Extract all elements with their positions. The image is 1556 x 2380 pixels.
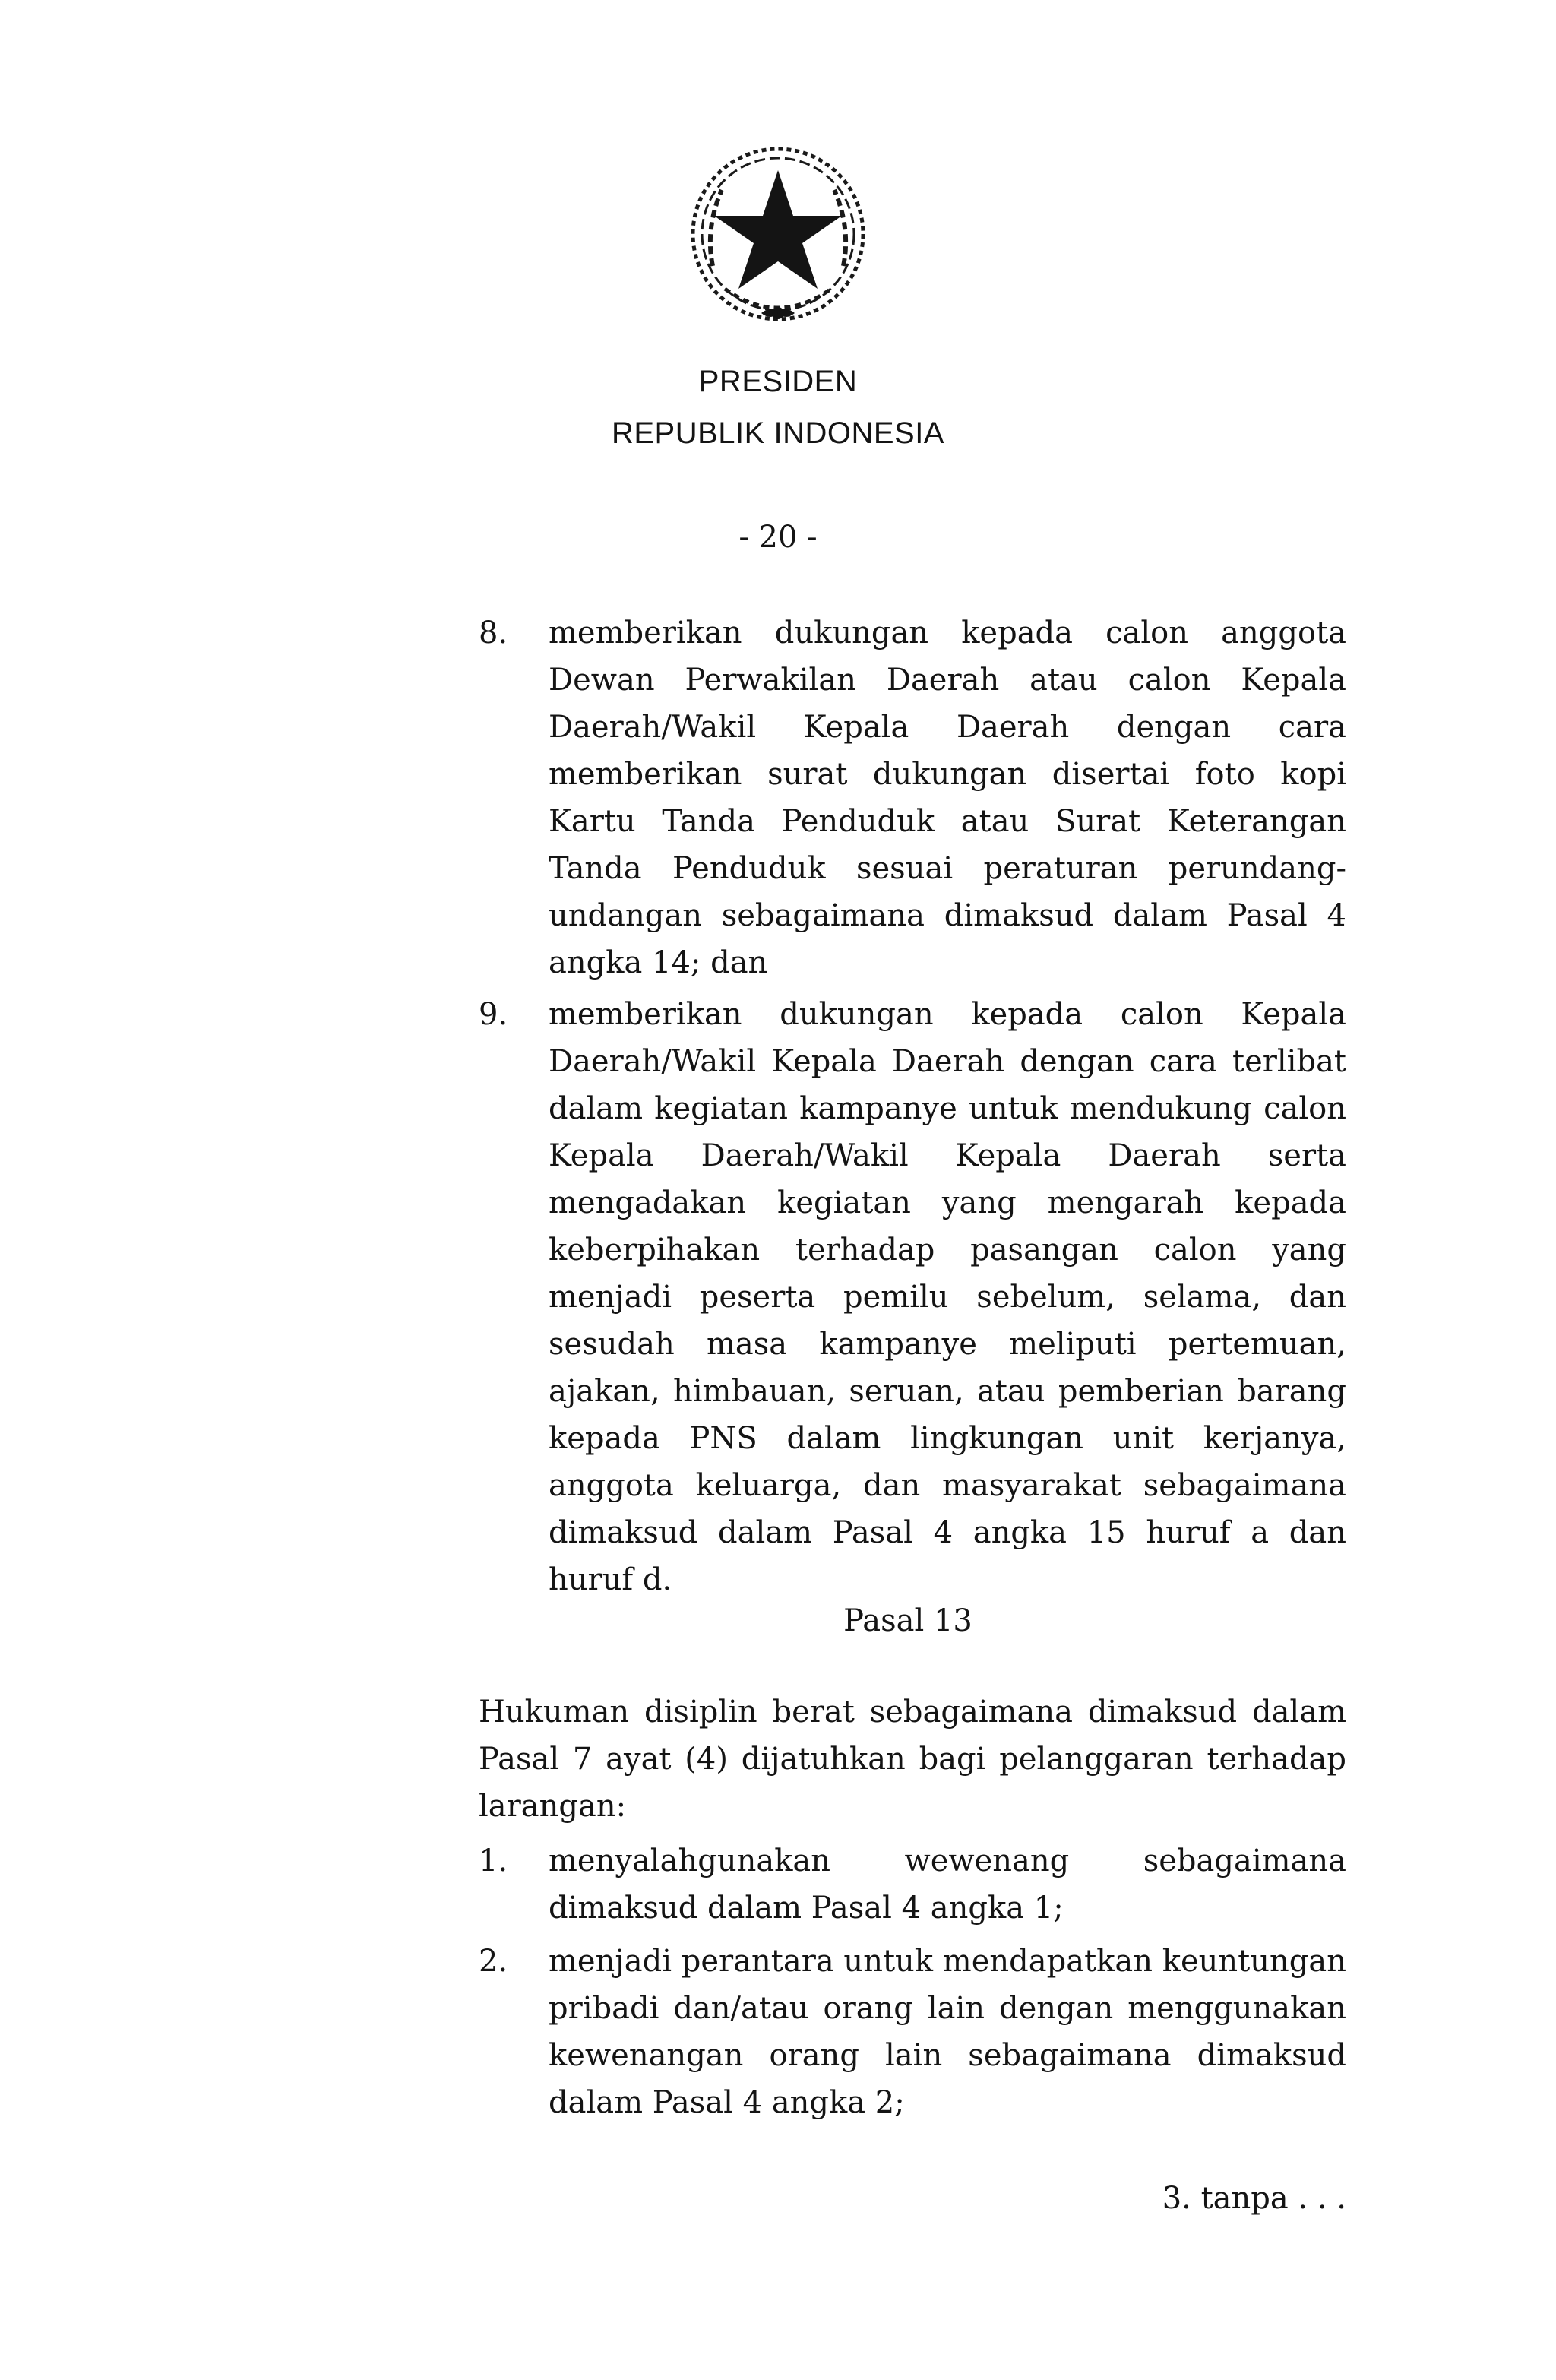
list-item-number: 9. [479,997,508,1032]
list-item [479,1938,1346,2126]
list-item [479,1837,1346,1932]
list-item-number: 2. [479,1944,508,1979]
list-item [479,991,1346,1603]
list-item-text: menjadi perantara untuk mendapatkan keuntungan pribadi dan/atau orang lain dengan menggunakan kewenangan orang lain sebagaimana dimaksud dalam Pasal 4 angka 2; [549,1944,1346,2120]
header-title-presiden: PRESIDEN [698,365,858,398]
pasal-heading: Pasal 13 [843,1603,972,1638]
paragraph-intro: Hukuman disiplin berat sebagaimana dimaksud dalam Pasal 7 ayat (4) dijatuhkan bagi pelanggaran terhadap larangan: [479,1695,1346,1824]
page-number: - 20 - [738,520,818,555]
list-item [479,609,1346,986]
list-item-text: menyalahgunakan wewenang sebagaimana dimaksud dalam Pasal 4 angka 1; [549,1844,1346,1926]
list-item-text: memberikan dukungan kepada calon Kepala Daerah/Wakil Kepala Daerah dengan cara terlibat dalam kegiatan kampanye untuk mendukung calon Kepala Daerah/Wakil Kepala Daerah serta mengadakan kegiatan yang mengarah kepada keberpihakan terhadap pasangan calon yang menjadi peserta pemilu sebelum, selama, dan sesudah masa kampanye meliputi pertemuan, ajakan, himbauan, seruan, atau pemberian barang kepada PNS dalam lingkungan unit kerjanya, anggota keluarga, dan masyarakat sebagaimana dimaksud dalam Pasal 4 angka 15 huruf a dan huruf d. [549,997,1346,1597]
header-title-republik: REPUBLIK INDONESIA [611,416,944,450]
garuda-star-emblem-icon [682,137,874,334]
list-item-text: memberikan dukungan kepada calon anggota Dewan Perwakilan Daerah atau calon Kepala Daerah/Wakil Kepala Daerah dengan cara memberikan surat dukungan disertai foto kopi Kartu Tanda Penduduk atau Surat Keterangan Tanda Penduduk sesuai peraturan perundang-undangan sebagaimana dimaksud dalam Pasal 4 angka 14; dan [549,616,1346,980]
list-item-number: 1. [479,1844,508,1878]
continuation-marker: 3. tanpa . . . [1162,2181,1346,2216]
list-item-number: 8. [479,616,508,650]
